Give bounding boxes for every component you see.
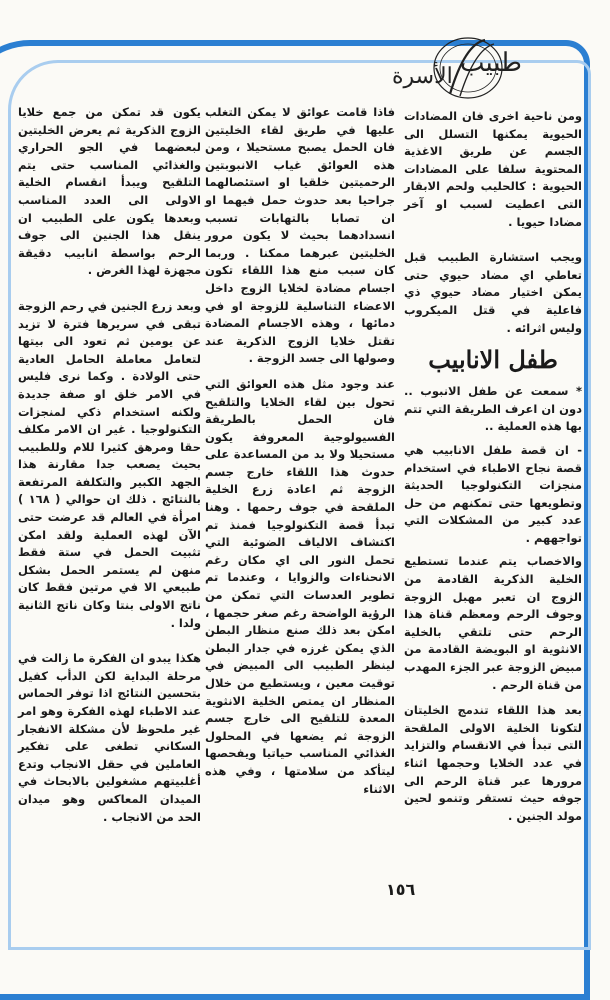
left-column (18, 104, 201, 826)
paragraph: ويجب استشارة الطبيب قبل تعاطي اي مضاد حيوي حتى يمكن اختيار مضاد حيوي ذي فاعلية في قتل الميكروب وليس اثرائه . (404, 250, 582, 335)
paragraph: ومن ناحية اخرى فان المضادات الحيوية يمكنها التسلل الى الجسم عن طريق الاغذية المحتوية سلفا على المضادات الحيوية : كالحليب ولحم الابقار التى اعطيت لسبب او آخر مضادا حيويا . (404, 109, 582, 229)
section-title: طفل الانابيب (428, 345, 558, 375)
page-number: ١٥٦ (386, 880, 416, 899)
logo-word-family: الأسرة (392, 64, 453, 89)
logo-word-doctor: طبيب (460, 48, 522, 78)
right-column (404, 108, 582, 825)
paragraph: عند وجود مثل هذه العوائق التي تحول بين لقاء الخلايا والتلقيح فان الحمل بالطريقة الفسيولوجية المعروفة يكون مستحيلا ولا بد من المساعدة على حدوث هذا اللقاء خارج جسم الزوجة ثم اعادة زرع الخلية الملقحة في جوف رحمها . وهنا تبدأ قصة التكنولوجيا فمنذ تم اكتشاف الالياف الضوئية التي تحمل النور الى اي مكان رغم الانحناءات والزوايا ، وعندما تم تطوير العدسات التي تمكن من الرؤية الواضحة رغم صغر حجمها ، امكن بعد ذلك صنع منظار البطن الذي يمكن غرزه في جدار البطن لينظر الطبيب الى المبيض في توقيت معين ، ويستطيع من خلال المنظار ان يمتص الخلية الانثوية المعدة للتلقيح الى خارج جسم الزوجة ثم يضعها في المحلول الغذائي المناسب حياتيا ويفحصها ليتأكد من سلامتها ، وفي هذه الاثناء (205, 376, 395, 796)
paragraph: وبعد زرع الجنين في رحم الزوجة تبقى في سريرها فترة لا تزيد عن يومين ثم تعود الى بيتها لتعامل معاملة الحامل العادية حتى الولادة . وكما نرى فليس في الامر خلق او صفة جديدة ولكنه استخدام ذكي لمنجزات التكنولوجيا . غير ان الامر مكلف حقا ومرهق كثيرا للام وللطبيب بحيث يصعب جدا مقارنة هذا الجهد الكبير والتكلفة المرتفعة بالنتائج . ذلك ان حوالي ( ١٦٨ ) امرأة في العالم قد عرضت حتى الآن لهذه العملية ولقد امكن تثبيت الحمل في ستة فقط منهن لم يستمر الحمل بشكل طبيعي الا في مرتين فقط كان ناتج الاولى بنتا وكان ناتج الثانية ولدا . (18, 298, 202, 630)
paragraph: والاخصاب يتم عندما تستطيع الخلية الذكرية القادمة من الزوج ان تعبر مهبل الزوجة وجوف الرحم ومعظم قناة هذا الرحم حتى تلتقي بالخلية الانثوية او البويضة القادمة من مبيض الزوجة عبر الجزء المهدب من قناة الرحم . (404, 554, 582, 692)
paragraph: فاذا قامت عوائق لا يمكن التغلب عليها في طريق لقاء الخليتين فان الحمل يصبح مستحيلا ، ومن هذه العوائق غياب الانبوبتين الرحميتين خلقيا او استئصالهما جراحيا بعد حدوث حمل فيهما او ان تصابا بالتهابات تسبب انسدادهما بحيث لا يكون مرور الخليتين عبرهما ممكنا . وربما كان سبب منع هذا اللقاء تكون اجسام مضادة لخلايا الزوج داخل الاعضاء التناسلية للزوجة او في دمائها ، وهذه الاجسام المضادة تقتل خلايا الزوج الذكرية عند وصولها الى جسد الزوجة . (205, 105, 395, 366)
paragraph: هكذا يبدو ان الفكرة ما زالت في مرحلة البداية لكن الدأب كفيل بتحسين النتائج اذا توفر الحماس عند الاطباء لهذه الفكرة وهو امر غير ملحوظ لأن مشكلة الانفجار السكاني تطغى على تفكير العاملين في حقل الانجاب وتدع أغلبيتهم مشغولين بالابحاث في الميدان المعاكس وهو ميدان الحد من الانجاب . (18, 651, 201, 824)
middle-column (205, 104, 395, 798)
paragraph: * سمعت عن طفل الانبوب .. دون ان اعرف الطريقة التي تتم بها هذه العملية .. (404, 384, 582, 434)
paragraph: يكون قد تمكن من جمع خلايا الزوج الذكرية ثم يعرض الخليتين لبعضهما في الجو الحراري والغذائي المناسب حتى يتم التلقيح ويبدأ انقسام الخلية الاولى الى العدد المناسب وبعدها يكون على الطبيب ان ينقل هذا الجنين الى جوف الرحم بواسطة انابيب دقيقة مجهزة لهذا الغرض . (18, 105, 201, 278)
paragraph: - ان قصة طفل الانابيب هي قصة نجاح الاطباء في استخدام منجزات التكنولوجيا الحديثة وتطويعها حتى تمكنهم من حل عدد كبير من المشكلات التي تواجههم . (404, 442, 582, 545)
paragraph: بعد هذا اللقاء تندمج الخليتان لتكونا الخلية الاولى الملقحة التى تبدأ في الانقسام والتزايد في عدد الخلايا وحجمها اثناء مرورها عبر قناة الرحم الى جوفه حيث تستقر وتنمو لحين مولد الجنين . (404, 703, 582, 823)
